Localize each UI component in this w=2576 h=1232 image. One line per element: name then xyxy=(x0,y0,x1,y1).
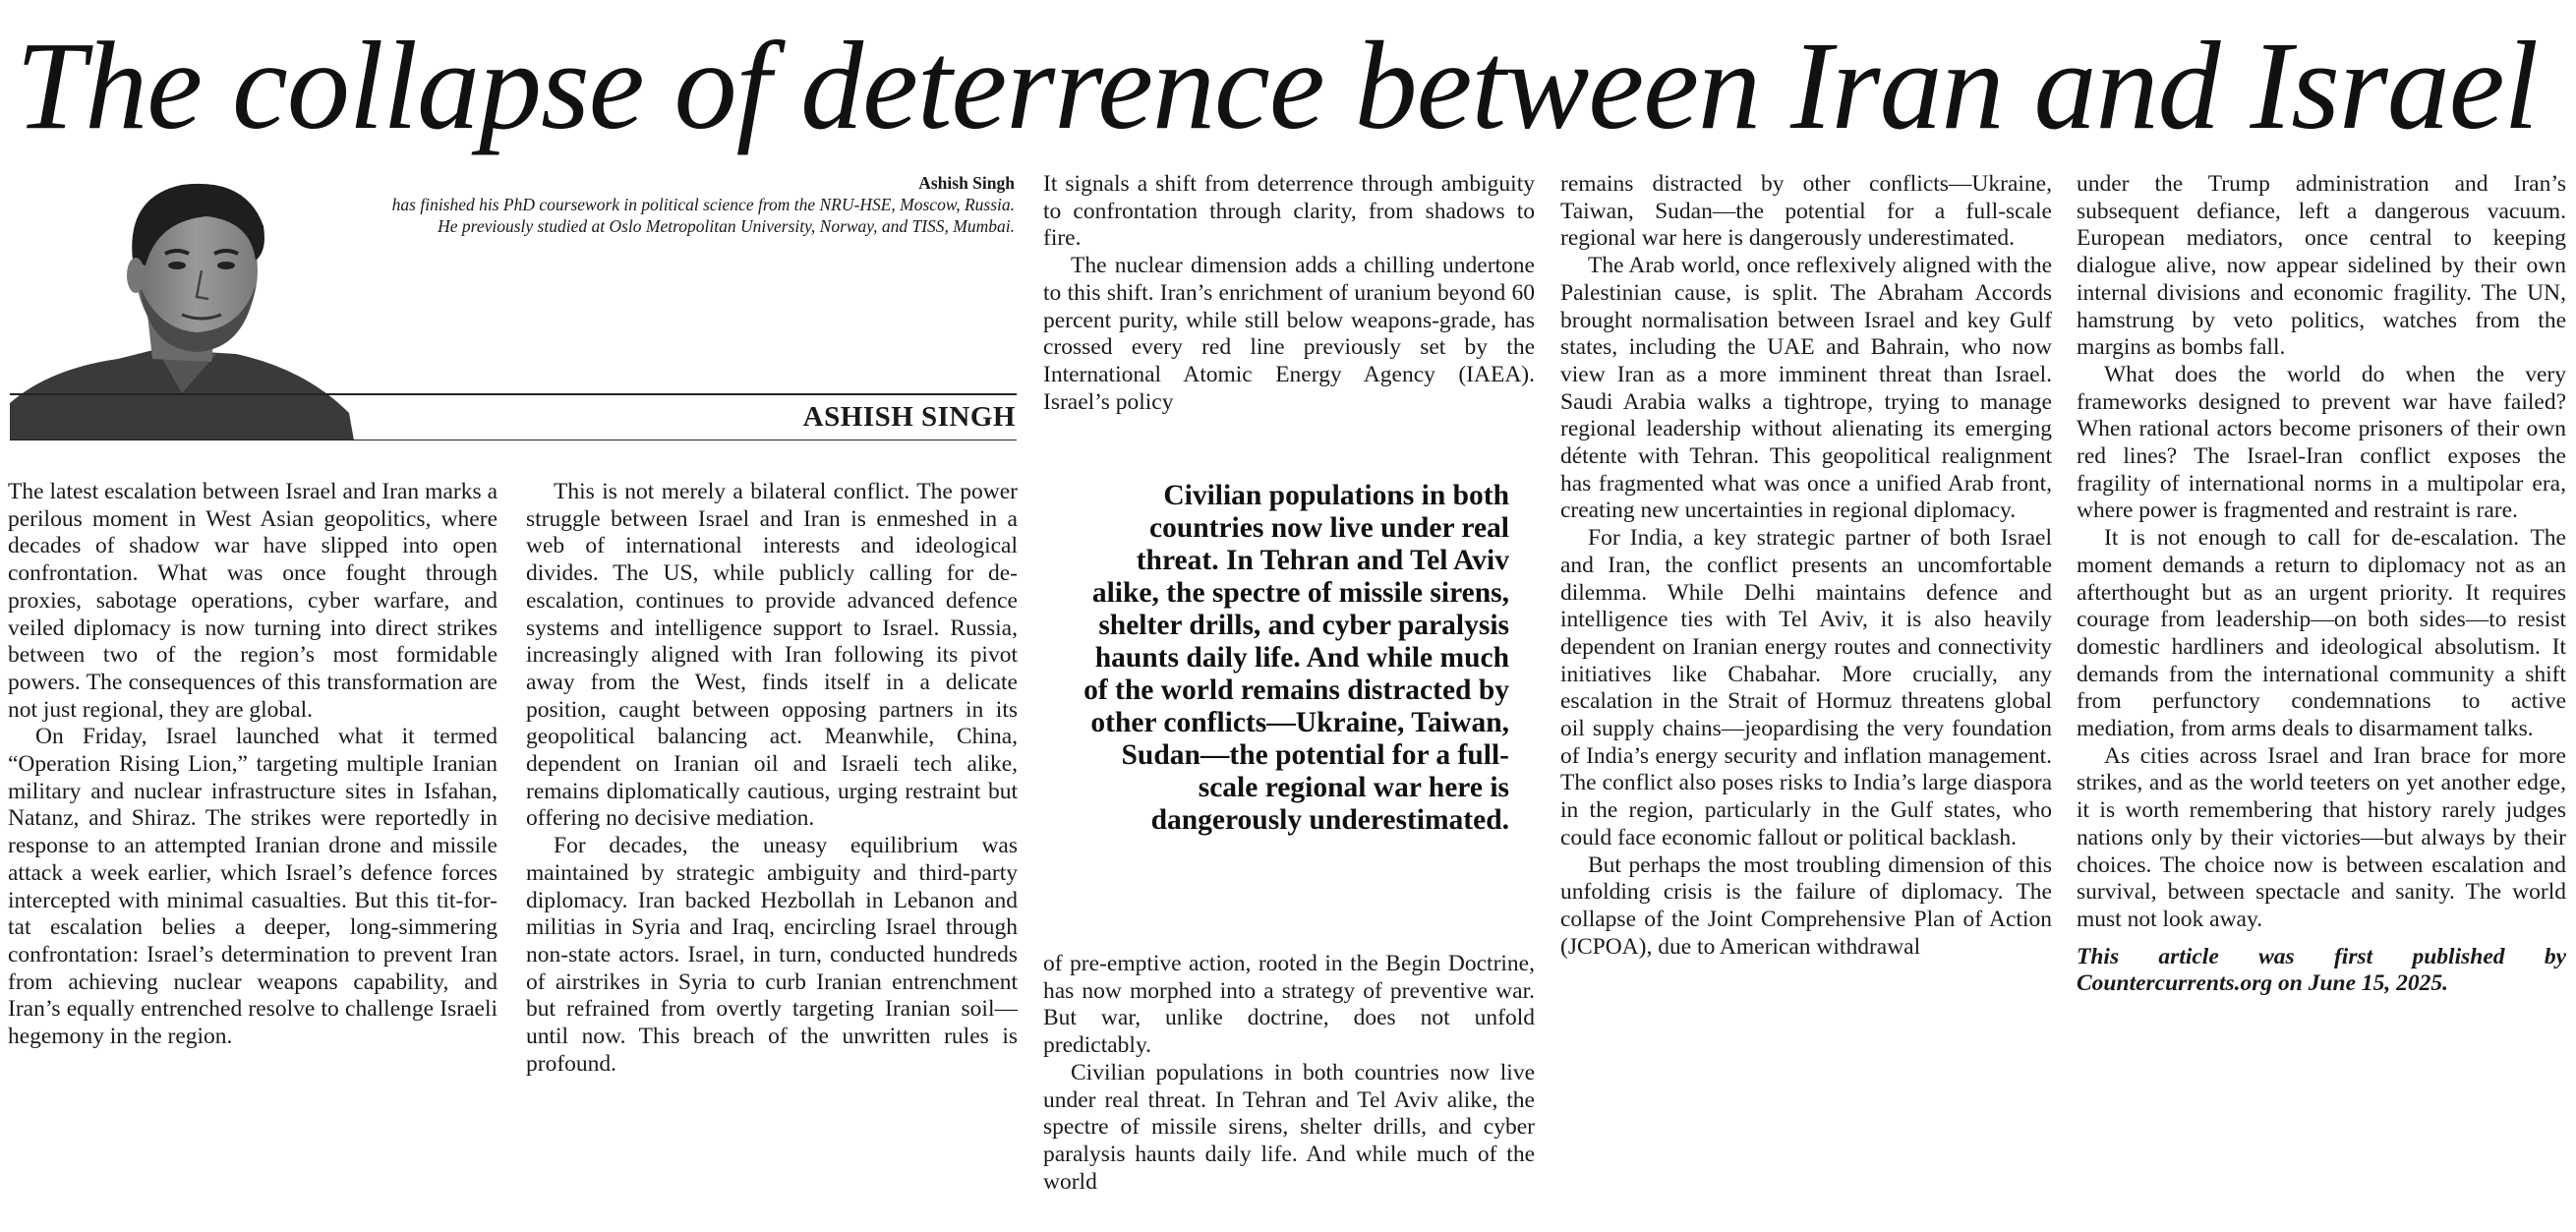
paragraph: What does the world do when the very frameworks designed to prevent war have failed? When rational actors become prisoners of their own red lines? The Israel-Iran conflict exposes the fragility of international norms in a multipolar era, where power is fragmented and restraint is rare. xyxy=(2077,361,2566,524)
byline-rule xyxy=(10,393,1017,395)
article-column-2 xyxy=(526,479,1018,1078)
article-column-3-top xyxy=(1043,171,1535,416)
paragraph: The Arab world, once reflexively aligned with the Palestinian cause, is split. The Abraham Accords brought normalisation between Israel and key Gulf states, including the UAE and Bahrain, who now view Iran as a more imminent threat than Israel. Saudi Arabia walks a tightrope, trying to manage regional leadership without alienating its emerging détente with Tehran. This geopolitical realignment has fragmented what was once a unified Arab front, creating new uncertainties in regional diplomacy. xyxy=(1560,253,2052,524)
paragraph: remains distracted by other conflicts—Ukraine, Taiwan, Sudan—the potential for a full-scale regional war here is dangerously underestimated. xyxy=(1560,171,2052,252)
author-bio xyxy=(374,172,1015,237)
author-photo xyxy=(10,167,354,440)
paragraph: This is not merely a bilateral conflict. The power struggle between Israel and Iran is enmeshed in a web of international interests and ideological divides. The US, while publicly calling for de-escalation, continues to provide advanced defence systems and intelligence support to Israel. Russia, increasingly aligned with Iran following its pivot away from the West, finds itself in a delicate position, caught between opposing partners in its geopolitical balancing act. Meanwhile, China, dependent on Iranian oil and Israeli tech alike, remains diplomatically cautious, urging restraint but offering no decisive mediation. xyxy=(526,479,1018,832)
paragraph: under the Trump administration and Iran’s subsequent defiance, left a dangerous vacuum. European mediators, once central to keeping dialogue alive, now appear sidelined by their own internal divisions and economic fragility. The UN, hamstrung by veto politics, watches from the margins as bombs fall. xyxy=(2077,171,2566,361)
headline: The collapse of deterrence between Iran and Israel xyxy=(16,16,2539,155)
article-column-1 xyxy=(8,479,498,1051)
paragraph: Civilian populations in both countries now live under real threat. In Tehran and Tel Aviv alike, the spectre of missile sirens, shelter drills, and cyber paralysis haunts daily life. And while much of the world xyxy=(1043,1059,1535,1195)
article-column-5 xyxy=(2077,171,2566,998)
paragraph: It signals a shift from deterrence through ambiguity to confrontation through clarity, from shadows to fire. xyxy=(1043,171,1535,252)
pull-quote: Civilian populations in both countries now live under real threat. In Tehran and Tel Aviv alike, the spectre of missile sirens, shelter drills, and cyber paralysis haunts daily life. And while much of the world remains distracted by other conflicts—Ukraine, Taiwan, Sudan—the potential for a full-scale regional war here is dangerously underestimated. xyxy=(1083,480,1509,836)
paragraph: The latest escalation between Israel and Iran marks a perilous moment in West Asian geopolitics, where decades of shadow war have slipped into open confrontation. What was once fought through proxies, sabotage operations, cyber warfare, and veiled diplomacy is now turning into direct strikes between two of the region’s most formidable powers. The consequences of this transformation are not just regional, they are global. xyxy=(8,479,498,723)
paragraph: It is not enough to call for de-escalation. The moment demands a return to diplomacy not as an afterthought but as an urgent priority. It requires courage from leadership—on both sides—to resist domestic hardliners and ideological absolutism. It demands from the international community a shift from perfunctory condemnations to active mediation, from arms deals to disarmament talks. xyxy=(2077,525,2566,742)
paragraph: As cities across Israel and Iran brace for more strikes, and as the world teeters on yet another edge, it is worth remembering that history rarely judges nations only by their victories—but always by their choices. The choice now is between escalation and survival, between spectacle and sanity. The world must not look away. xyxy=(2077,742,2566,932)
article-column-3-bottom xyxy=(1043,951,1535,1196)
paragraph: The nuclear dimension adds a chilling undertone to this shift. Iran’s enrichment of uranium beyond 60 percent purity, while still below weapons-grade, has crossed every red line previously set by the International Atomic Energy Agency (IAEA). Israel’s policy xyxy=(1043,253,1535,415)
paragraph: On Friday, Israel launched what it termed “Operation Rising Lion,” targeting multiple Iranian military and nuclear infrastructure sites in Isfahan, Natanz, and Shiraz. The strikes were reportedly in response to an attempted Iranian drone and missile attack a week earlier, which Israel’s defence forces intercepted with minimal casualties. But this tit-for-tat escalation belies a deeper, long-simmering confrontation: Israel’s determination to prevent Iran from achieving nuclear weapons capability, and Iran’s equally entrenched resolve to challenge Israeli hegemony in the region. xyxy=(8,724,498,1050)
author-bio-text: has finished his PhD coursework in political science from the NRU-HSE, Moscow, Russia. He previously studied at Oslo Metropolitan University, Norway, and TISS, Mumbai. xyxy=(391,195,1015,236)
paragraph: For India, a key strategic partner of both Israel and Iran, the conflict presents an uncomfortable dilemma. While Delhi maintains defence and intelligence ties with Tel Aviv, it is also heavily dependent on Iranian energy routes and connectivity initiatives like Chabahar. More crucially, any escalation in the Strait of Hormuz threatens global oil supply chains—jeopardising the very foundation of India’s energy security and inflation management. The conflict also poses risks to India’s large diaspora in the region, particularly in the Gulf states, who could face economic fallout or political backlash. xyxy=(1560,525,2052,851)
paragraph: For decades, the uneasy equilibrium was maintained by strategic ambiguity and third-party diplomacy. Iran backed Hezbollah in Lebanon and militias in Syria and Iraq, encircling Israel through non-state actors. Israel, in turn, conducted hundreds of airstrikes in Syria to curb Iranian entrenchment but refrained from overtly targeting Iranian soil—until now. This breach of the unwritten rules is profound. xyxy=(526,833,1018,1077)
paragraph: But perhaps the most troubling dimension of this unfolding crisis is the failure of diplomacy. The collapse of the Joint Comprehensive Plan of Action (JCPOA), due to American withdrawal xyxy=(1560,851,2052,960)
article-column-4 xyxy=(1560,171,2052,961)
byline: ASHISH SINGH xyxy=(802,401,1016,433)
source-note: This article was first published by Countercurrents.org on June 15, 2025. xyxy=(2077,943,2566,997)
paragraph: of pre-emptive action, rooted in the Begin Doctrine, has now morphed into a strategy of preventive war. But war, unlike doctrine, does not unfold predictably. xyxy=(1043,951,1535,1059)
author-name: Ashish Singh xyxy=(918,173,1015,193)
